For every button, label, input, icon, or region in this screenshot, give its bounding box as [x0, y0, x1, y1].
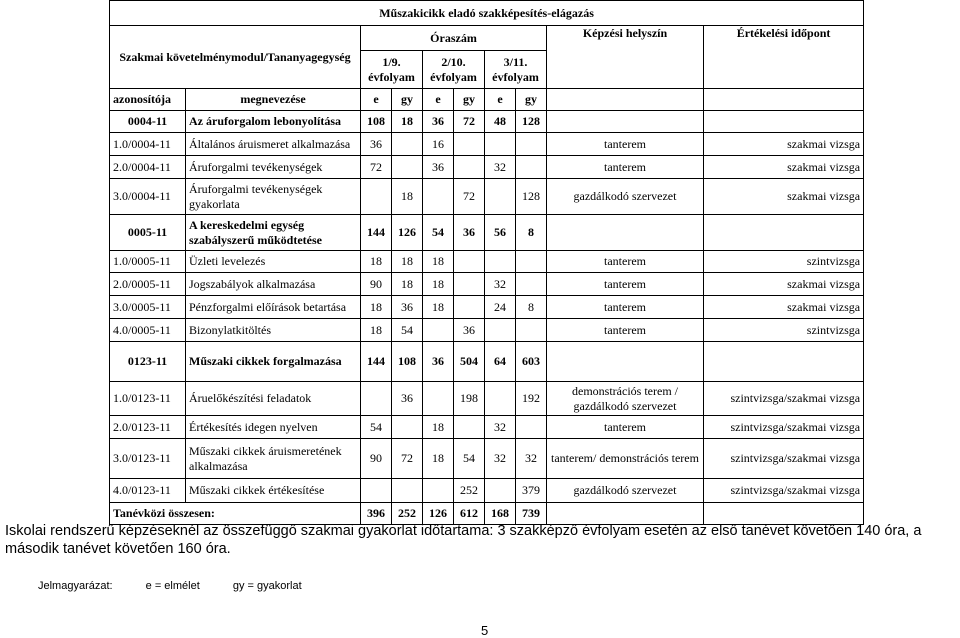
gy-label: gy: [516, 89, 547, 111]
gy-label: gy: [392, 89, 423, 111]
hours-value: 504: [454, 342, 485, 382]
hours-value: [454, 273, 485, 296]
e-label: e: [423, 89, 454, 111]
year-2-header: 2/10. évfolyam: [423, 51, 485, 89]
row-name: Pénzforgalmi előírások betartása: [186, 296, 361, 319]
row-eval: szakmai vizsga: [704, 296, 864, 319]
hours-value: 128: [516, 179, 547, 215]
hours-value: 18: [392, 179, 423, 215]
hours-value: [485, 382, 516, 416]
unit-row: [110, 382, 864, 416]
row-eval: szintvizsga: [704, 319, 864, 342]
row-id: 4.0/0123-11: [110, 479, 186, 503]
row-eval: [704, 342, 864, 382]
legend: [38, 580, 332, 592]
row-name: Jogszabályok alkalmazása: [186, 273, 361, 296]
total-value: 168: [485, 503, 516, 525]
unit-row: [110, 251, 864, 273]
hours-value: 379: [516, 479, 547, 503]
hours-value: 18: [361, 296, 392, 319]
hours-value: [516, 319, 547, 342]
hours-value: 8: [516, 215, 547, 251]
row-id: 1.0/0005-11: [110, 251, 186, 273]
hours-value: 8: [516, 296, 547, 319]
total-value: 252: [392, 503, 423, 525]
row-name: Műszaki cikkek értékesítése: [186, 479, 361, 503]
hours-value: [361, 382, 392, 416]
row-place: tanterem/ demonstrációs terem: [547, 439, 704, 479]
module-row: [110, 342, 864, 382]
row-place: tanterem: [547, 251, 704, 273]
legend-title: Jelmagyarázat:: [38, 580, 113, 592]
row-id: 0004-11: [110, 111, 186, 133]
row-id: 3.0/0123-11: [110, 439, 186, 479]
hours-value: 36: [454, 319, 485, 342]
total-value: 126: [423, 503, 454, 525]
hours-value: 144: [361, 342, 392, 382]
row-id: 2.0/0004-11: [110, 156, 186, 179]
row-name: Az áruforgalom lebonyolítása: [186, 111, 361, 133]
hours-value: [516, 273, 547, 296]
row-place: tanterem: [547, 156, 704, 179]
row-eval: szintvizsga: [704, 251, 864, 273]
hours-value: 56: [485, 215, 516, 251]
row-eval: szakmai vizsga: [704, 133, 864, 156]
e-label: e: [485, 89, 516, 111]
hours-value: 198: [454, 382, 485, 416]
hours-value: [392, 416, 423, 439]
total-value: 396: [361, 503, 392, 525]
hours-value: 192: [516, 382, 547, 416]
row-id: 1.0/0123-11: [110, 382, 186, 416]
unit-row: [110, 179, 864, 215]
row-place: demonstrációs terem / gazdálkodó szervezet: [547, 382, 704, 416]
row-eval: szakmai vizsga: [704, 179, 864, 215]
unit-row: [110, 133, 864, 156]
hours-value: 36: [423, 111, 454, 133]
row-name: Bizonylatkitöltés: [186, 319, 361, 342]
hours-value: 18: [392, 111, 423, 133]
unit-row: [110, 479, 864, 503]
hours-value: 90: [361, 273, 392, 296]
hours-value: 54: [454, 439, 485, 479]
row-id: 2.0/0005-11: [110, 273, 186, 296]
hours-header: Óraszám: [361, 26, 547, 51]
hours-value: [516, 251, 547, 273]
hours-value: [454, 156, 485, 179]
module-row: [110, 215, 864, 251]
hours-value: [516, 156, 547, 179]
row-place: gazdálkodó szervezet: [547, 179, 704, 215]
gy-label: gy: [454, 89, 485, 111]
internship-note: Iskolai rendszerű képzéseknél az összefüggő szakmai gyakorlat időtartama: 3 szakképző évfolyam esetén az első tanévet követően 140 óra, a második tanévet követően 160 óra.: [5, 523, 922, 557]
hours-value: 144: [361, 215, 392, 251]
hours-value: 18: [361, 319, 392, 342]
hours-value: 108: [392, 342, 423, 382]
row-place: tanterem: [547, 133, 704, 156]
hours-value: 90: [361, 439, 392, 479]
row-name: Általános áruismeret alkalmazása: [186, 133, 361, 156]
row-name: Áruelőkészítési feladatok: [186, 382, 361, 416]
hours-value: 18: [423, 296, 454, 319]
hours-value: [485, 319, 516, 342]
unit-row: [110, 296, 864, 319]
hours-value: [423, 479, 454, 503]
hours-value: 16: [423, 133, 454, 156]
hours-value: [485, 251, 516, 273]
hours-value: 72: [454, 111, 485, 133]
legend-gy: gy = gyakorlat: [232, 580, 302, 592]
hours-value: [361, 479, 392, 503]
hours-value: [392, 156, 423, 179]
hours-value: 24: [485, 296, 516, 319]
hours-value: 32: [485, 439, 516, 479]
page-number: 5: [481, 623, 489, 638]
row-id: 1.0/0004-11: [110, 133, 186, 156]
row-place: tanterem: [547, 296, 704, 319]
id-label: azonosítója: [110, 89, 186, 111]
legend-e: e = elmélet: [145, 580, 200, 592]
hours-value: 54: [361, 416, 392, 439]
name-label: megnevezése: [186, 89, 361, 111]
row-name: Műszaki cikkek forgalmazása: [186, 342, 361, 382]
row-eval: [704, 215, 864, 251]
row-name: Értékesítés idegen nyelven: [186, 416, 361, 439]
table-main-title: Műszakicikk eladó szakképesítés-elágazás: [110, 1, 864, 26]
hours-value: [454, 416, 485, 439]
hours-value: 36: [361, 133, 392, 156]
hours-value: [485, 179, 516, 215]
hours-value: 126: [392, 215, 423, 251]
place-header: Képzési helyszín: [547, 26, 704, 89]
hours-value: [516, 416, 547, 439]
hours-value: 18: [392, 251, 423, 273]
row-name: Áruforgalmi tevékenységek gyakorlata: [186, 179, 361, 215]
row-eval: szintvizsga/szakmai vizsga: [704, 416, 864, 439]
hours-value: 18: [392, 273, 423, 296]
row-place: tanterem: [547, 319, 704, 342]
hours-value: 108: [361, 111, 392, 133]
eval-time-header: Értékelési időpont: [704, 26, 864, 89]
row-place: [547, 342, 704, 382]
row-place: [547, 215, 704, 251]
hours-value: [361, 179, 392, 215]
module-column-header: Szakmai követelménymodul/Tananyagegység: [110, 26, 361, 89]
row-eval: [704, 111, 864, 133]
row-id: 3.0/0005-11: [110, 296, 186, 319]
hours-value: 18: [361, 251, 392, 273]
hours-value: 72: [454, 179, 485, 215]
row-id: 4.0/0005-11: [110, 319, 186, 342]
curriculum-table: [109, 0, 864, 525]
hours-value: 36: [423, 342, 454, 382]
unit-row: [110, 439, 864, 479]
hours-value: [392, 479, 423, 503]
hours-value: 36: [454, 215, 485, 251]
hours-value: [423, 382, 454, 416]
hours-value: 18: [423, 439, 454, 479]
unit-row: [110, 319, 864, 342]
row-eval: szintvizsga/szakmai vizsga: [704, 479, 864, 503]
year-3-header: 3/11. évfolyam: [485, 51, 547, 89]
hours-value: 32: [485, 416, 516, 439]
hours-value: 18: [423, 273, 454, 296]
hours-value: [454, 296, 485, 319]
hours-value: 603: [516, 342, 547, 382]
hours-value: 18: [423, 251, 454, 273]
module-row: [110, 111, 864, 133]
hours-value: [485, 479, 516, 503]
totals-label: Tanévközi összesen:: [110, 503, 361, 525]
row-id: 2.0/0123-11: [110, 416, 186, 439]
row-id: 0123-11: [110, 342, 186, 382]
row-place: tanterem: [547, 273, 704, 296]
row-name: Műszaki cikkek áruismeretének alkalmazása: [186, 439, 361, 479]
hours-value: 32: [485, 273, 516, 296]
row-eval: szintvizsga/szakmai vizsga: [704, 382, 864, 416]
row-id: 0005-11: [110, 215, 186, 251]
row-place: gazdálkodó szervezet: [547, 479, 704, 503]
row-name: A kereskedelmi egység szabályszerű működtetése: [186, 215, 361, 251]
row-eval: szintvizsga/szakmai vizsga: [704, 439, 864, 479]
row-place: [547, 111, 704, 133]
hours-value: 32: [485, 156, 516, 179]
hours-value: 36: [392, 296, 423, 319]
hours-value: [454, 251, 485, 273]
hours-value: 72: [392, 439, 423, 479]
hours-value: 36: [392, 382, 423, 416]
row-place: tanterem: [547, 416, 704, 439]
row-eval: szakmai vizsga: [704, 156, 864, 179]
hours-value: 54: [423, 215, 454, 251]
row-eval: szakmai vizsga: [704, 273, 864, 296]
unit-row: [110, 273, 864, 296]
hours-value: 36: [423, 156, 454, 179]
row-name: Áruforgalmi tevékenységek: [186, 156, 361, 179]
hours-value: 64: [485, 342, 516, 382]
e-label: e: [361, 89, 392, 111]
hours-value: [392, 133, 423, 156]
hours-value: 128: [516, 111, 547, 133]
total-value: 612: [454, 503, 485, 525]
hours-value: 54: [392, 319, 423, 342]
total-value: 739: [516, 503, 547, 525]
unit-row: [110, 416, 864, 439]
hours-value: 18: [423, 416, 454, 439]
row-id: 3.0/0004-11: [110, 179, 186, 215]
hours-value: 48: [485, 111, 516, 133]
hours-value: 252: [454, 479, 485, 503]
hours-value: [485, 133, 516, 156]
hours-value: 72: [361, 156, 392, 179]
hours-value: [454, 133, 485, 156]
year-1-header: 1/9. évfolyam: [361, 51, 423, 89]
unit-row: [110, 156, 864, 179]
hours-value: 32: [516, 439, 547, 479]
hours-value: [423, 319, 454, 342]
hours-value: [423, 179, 454, 215]
row-name: Üzleti levelezés: [186, 251, 361, 273]
hours-value: [516, 133, 547, 156]
